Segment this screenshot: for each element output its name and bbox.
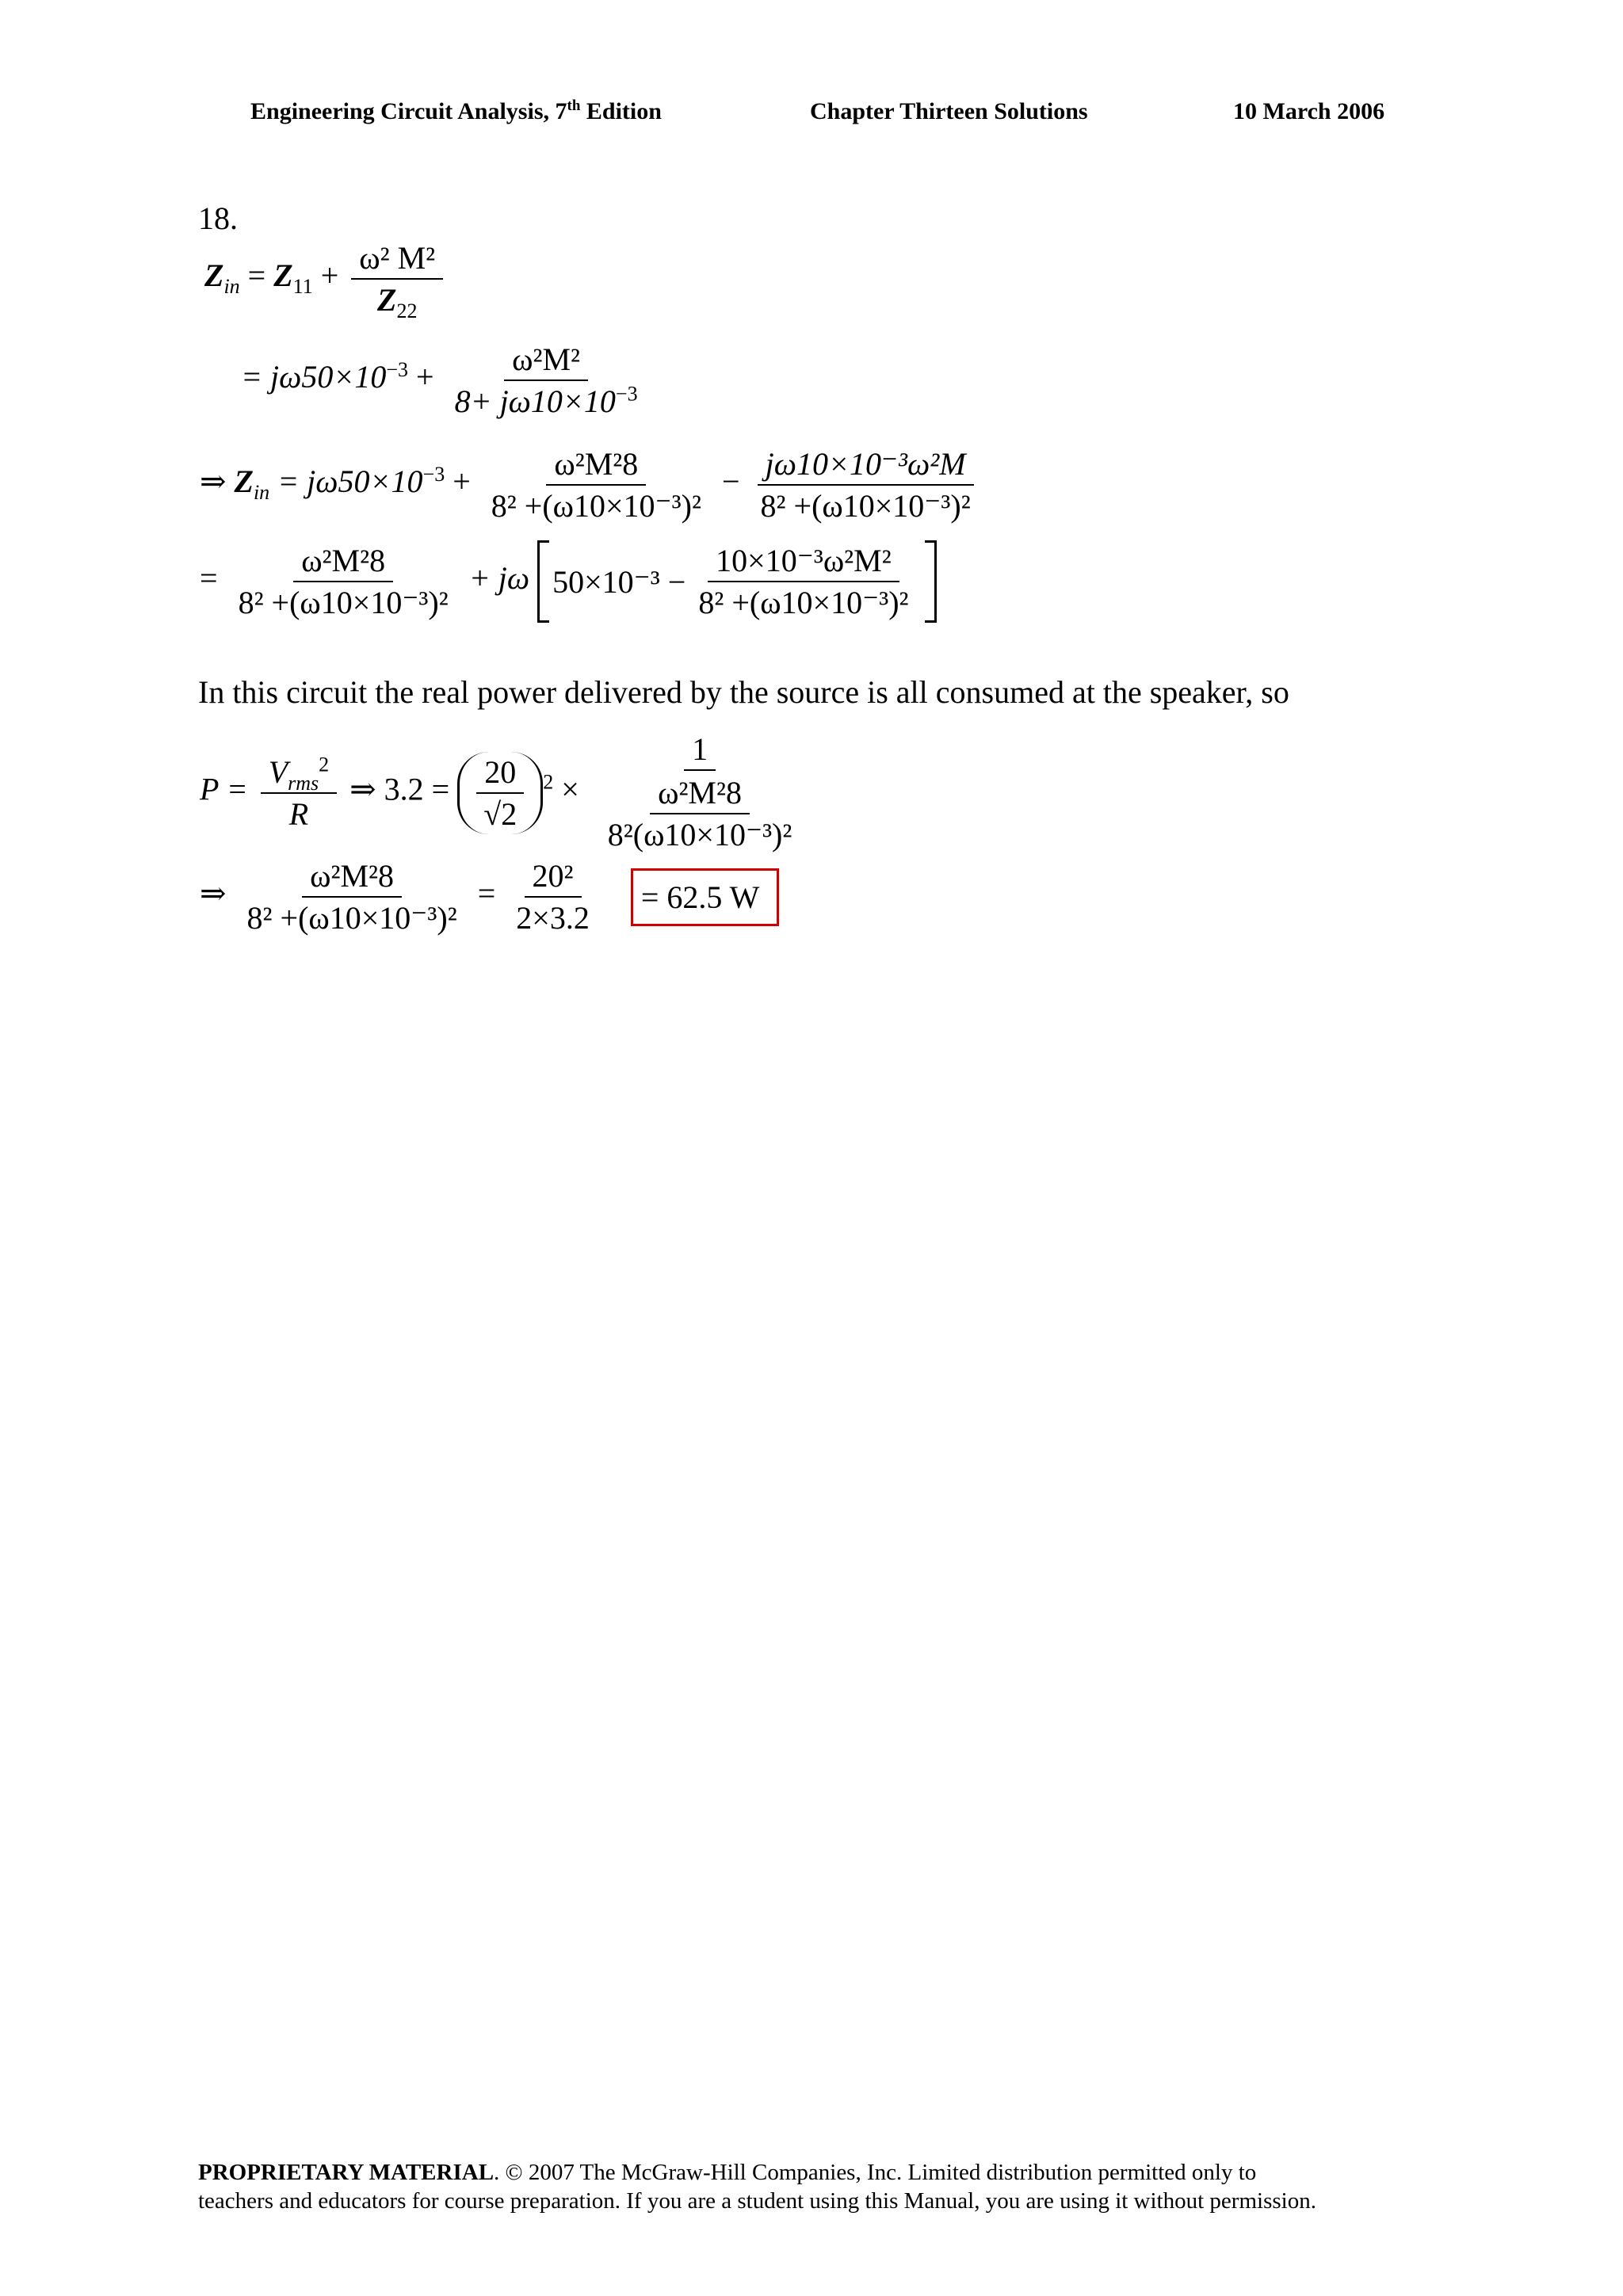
header-chapter: Chapter Thirteen Solutions [810,98,1088,124]
equation-3: ⇒ $Z_{in} = j\omega 50\times 10^{-3}$ + $\frac{\text{ω²M²8}}{\text{8² +(ω10×10⁻³)²}}$ − $\frac{\text{jω10×10⁻³ω²M}}{\text{8² +(ω10×10⁻³)²}}$ [200,444,983,526]
footer-line-2: teachers and educators for course preparation. If you are a student using this Manual, you are using it without permission. [198,2188,1316,2214]
problem-number: 18. [198,200,238,236]
equation-2: = $j\omega 50\times 10^{-3}$ + $\frac{\text{ω²M²}}{8+ j\omega 10\times 10^{-3}}$ [241,339,651,421]
square-bracket: 50×10⁻³ − $\frac{\text{10×10⁻³ω²M²}}{\text{8² +(ω10×10⁻³)²}}$ [537,540,936,623]
result-box: = 62.5 W [631,868,780,926]
header-book-title: Engineering Circuit Analysis, 7th Edition [250,97,662,124]
footer-line-1: PROPRIETARY MATERIAL. © 2007 The McGraw-Hill Companies, Inc. Limited distribution permitted only to [198,2160,1257,2185]
parenthesis: 20 √2 [457,752,543,834]
equation-6: ⇒ $\frac{\text{ω²M²8}}{\text{8² +(ω10×10⁻³)²}}$ = $\frac{\text{20²}}{2\times 3.2}$ = 62.5 W [200,856,779,938]
equation-4: = $\frac{\text{ω²M²8}}{\text{8² +(ω10×10⁻³)²}}$ + jω 50×10⁻³ − $\frac{\text{10×10⁻³ω²M²}}{\text{8² +(ω10×10⁻³)²}}$ [200,540,937,623]
header-date: 10 March 2006 [1233,98,1385,124]
equation-5: P = $V_{rms}^2$ R ⇒ 3.2 = 20 √2 $^2$ × 1 ω²M²8 8²(ω10×10⁻³)² [200,729,812,856]
equation-1: $Z_{in} = Z_{11}$ + $\frac{\text{ω² M²}}{Z_{22}}$ [204,238,448,320]
explanation-text: In this circuit the real power delivered by the source is all consumed at the speaker, so [198,674,1289,710]
